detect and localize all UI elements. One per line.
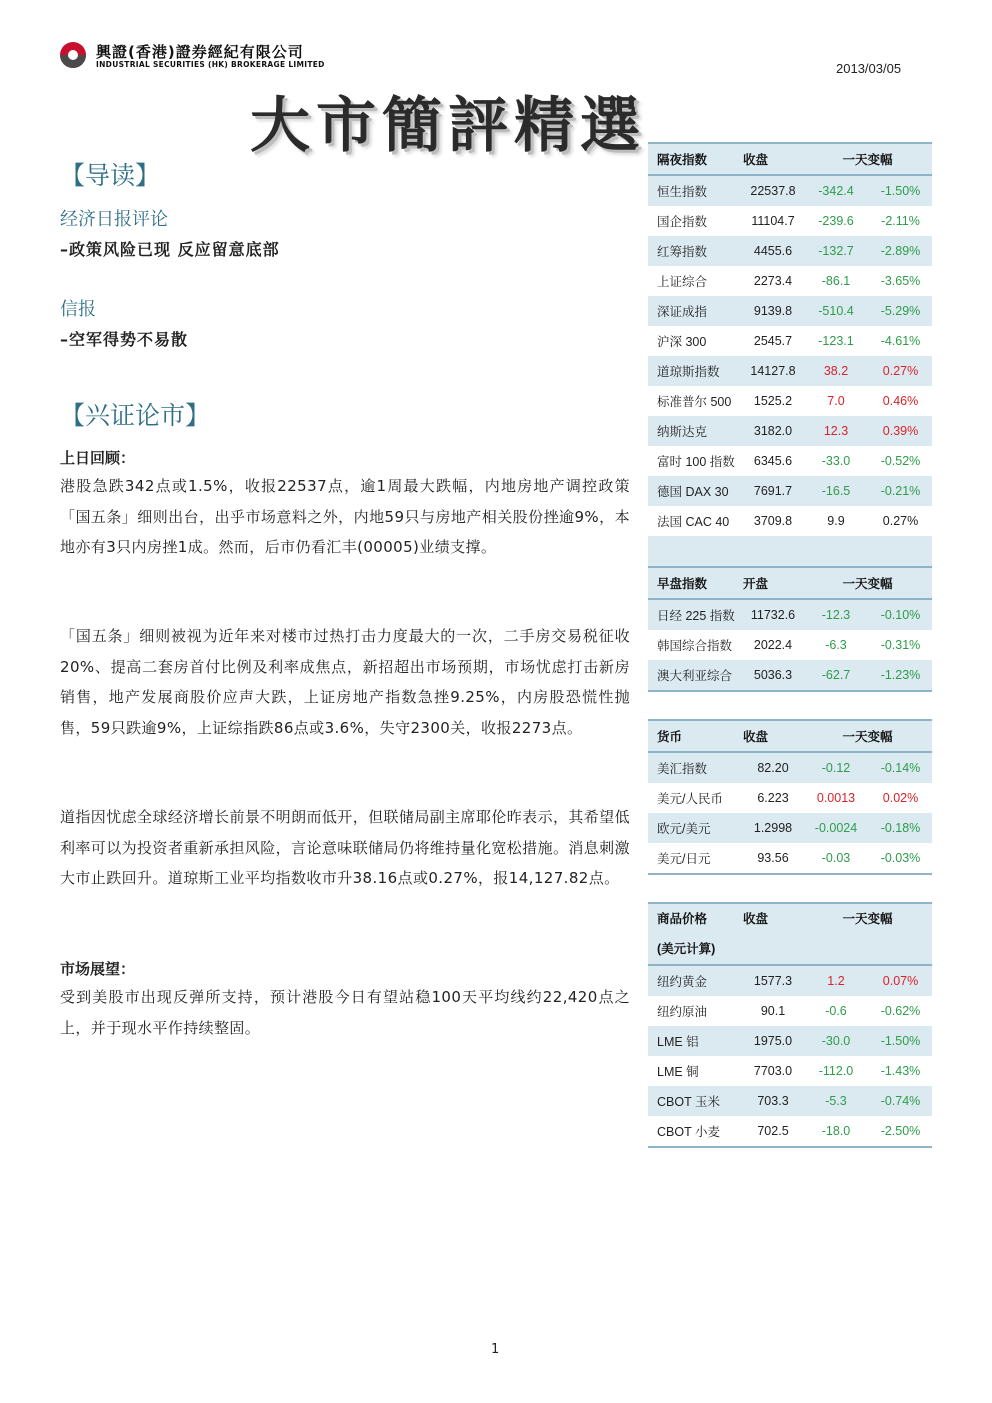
close-cell: 6.223	[757, 791, 789, 805]
pct-change-cell: 0.27%	[882, 364, 919, 378]
change-cell: -123.1	[818, 334, 854, 348]
pct-change-cell: -4.61%	[880, 334, 921, 348]
name-cell: 德国 DAX 30	[657, 485, 729, 499]
table-row	[648, 966, 932, 996]
intro-source-2: 信报	[60, 299, 96, 320]
close-cell: 5036.3	[753, 668, 793, 682]
review-title: 上日回顾：	[60, 449, 136, 467]
table-header	[648, 142, 932, 176]
table-row	[648, 783, 932, 813]
table-spacer-row	[648, 536, 932, 568]
pct-change-cell: 0.39%	[882, 424, 919, 438]
morning-index-table	[648, 566, 932, 692]
pct-change-cell: 0.07%	[882, 974, 919, 988]
currency-table	[648, 719, 932, 875]
table-row	[648, 476, 932, 506]
name-cell: 美元/人民币	[657, 792, 723, 806]
name-cell: 纽约原油	[657, 1005, 708, 1019]
commodity-table	[648, 902, 932, 1148]
pct-change-cell: 0.27%	[882, 514, 919, 528]
table-body	[648, 753, 932, 875]
overnight-index-table	[648, 142, 932, 568]
close-cell: 3182.0	[753, 424, 793, 438]
change-cell: 38.2	[823, 364, 849, 378]
outlook-paragraph: 受到美股市出现反弹所支持，预计港股今日有望站稳100天平均线约22,420点之上，并于现水平作持续整固。	[60, 988, 630, 1037]
table-row	[648, 1086, 932, 1116]
column-header: 早盘指数	[657, 577, 708, 591]
change-cell: -0.03	[821, 851, 851, 865]
close-cell: 702.5	[757, 1124, 789, 1138]
pct-change-cell: 0.46%	[882, 394, 919, 408]
report-date: 2013/03/05	[836, 61, 902, 76]
name-cell: 上证综合	[657, 275, 708, 289]
change-cell: -0.6	[825, 1004, 847, 1018]
name-cell: 日经 225 指数	[657, 609, 735, 623]
change-cell: 0.0013	[816, 791, 856, 805]
logo-chinese-name: 興證(香港)證券經紀有限公司	[96, 43, 304, 61]
intro-headline-1: –政策风险已现 反应留意底部	[60, 240, 280, 259]
column-header: 开盘	[743, 577, 769, 591]
name-cell: 国企指数	[657, 215, 708, 229]
name-cell: 道琼斯指数	[657, 365, 720, 379]
change-cell: 1.2	[827, 974, 845, 988]
pct-change-cell: -0.62%	[880, 1004, 921, 1018]
table-header	[648, 719, 932, 753]
close-cell: 7703.0	[753, 1064, 793, 1078]
table-row	[648, 266, 932, 296]
close-cell: 7691.7	[753, 484, 793, 498]
name-cell: CBOT 小麦	[657, 1125, 720, 1139]
close-cell: 2545.7	[753, 334, 793, 348]
name-cell: 纳斯达克	[657, 425, 708, 439]
table-row	[648, 813, 932, 843]
table-row	[648, 996, 932, 1026]
name-cell: 富时 100 指数	[657, 455, 735, 469]
table-header	[648, 902, 932, 966]
name-cell: LME 铜	[657, 1065, 699, 1079]
name-cell: 红筹指数	[657, 245, 708, 259]
name-cell: 韩国综合指数	[657, 639, 733, 653]
table-row	[648, 843, 932, 875]
change-cell: -0.0024	[814, 821, 858, 835]
pct-change-cell: -0.52%	[880, 454, 921, 468]
table-row	[648, 176, 932, 206]
close-cell: 11732.6	[750, 608, 796, 622]
change-cell: -18.0	[821, 1124, 851, 1138]
table-row	[648, 236, 932, 266]
change-cell: -33.0	[821, 454, 851, 468]
close-cell: 703.3	[757, 1094, 789, 1108]
pct-change-cell: -0.31%	[880, 638, 921, 652]
commentary-heading: 【兴证论市】	[60, 401, 211, 430]
table-row	[648, 660, 932, 692]
pct-change-cell: -2.89%	[880, 244, 921, 258]
table-row	[648, 1026, 932, 1056]
column-header: 一天变幅	[842, 153, 893, 167]
change-cell: -239.6	[818, 214, 854, 228]
intro-headline-2: –空军得势不易散	[60, 330, 189, 349]
change-cell: -86.1	[821, 274, 851, 288]
review-paragraph-3: 道指因忧虑全球经济增长前景不明朗而低开，但联储局副主席耶伦昨表示，其希望低利率可以为投资者重新承担风险，言论意味联储局仍将维持量化宽松措施。消息刺激大市止跌回升。道琼斯工业平均指数收市升38.16点或0.27%，报14,127.82点。	[60, 808, 630, 887]
name-cell: 澳大利亚综合	[657, 669, 733, 683]
table-row	[648, 600, 932, 630]
column-header: 隔夜指数	[657, 153, 708, 167]
name-cell: 美汇指数	[657, 762, 708, 776]
table-row	[648, 1116, 932, 1148]
change-cell: -30.0	[821, 1034, 851, 1048]
column-header: 货币	[657, 730, 683, 744]
pct-change-cell: -0.10%	[880, 608, 921, 622]
pct-change-cell: -0.14%	[880, 761, 921, 775]
close-cell: 6345.6	[753, 454, 793, 468]
name-cell: LME 铝	[657, 1035, 699, 1049]
change-cell: -132.7	[818, 244, 854, 258]
column-header: 收盘	[743, 730, 769, 744]
change-cell: 12.3	[823, 424, 849, 438]
pct-change-cell: -0.03%	[880, 851, 921, 865]
name-cell: 标准普尔 500	[657, 395, 732, 409]
name-cell: 法国 CAC 40	[657, 515, 730, 529]
page-number: 1	[491, 1342, 500, 1357]
name-cell: 欧元/美元	[657, 822, 711, 836]
close-cell: 1577.3	[753, 974, 793, 988]
pct-change-cell: -3.65%	[880, 274, 921, 288]
pct-change-cell: -1.50%	[880, 1034, 921, 1048]
pct-change-cell: -1.43%	[880, 1064, 921, 1078]
column-header-note: (美元计算)	[657, 942, 716, 956]
pct-change-cell: -0.21%	[880, 484, 921, 498]
change-cell: -112.0	[818, 1064, 854, 1078]
change-cell: 9.9	[827, 514, 845, 528]
close-cell: 1525.2	[753, 394, 793, 408]
report-title: 大市簡評精選	[250, 91, 646, 161]
table-row	[648, 326, 932, 356]
logo-emblem-icon	[60, 42, 86, 68]
column-header: 一天变幅	[842, 730, 893, 744]
table-row	[648, 753, 932, 783]
intro-heading: 【导读】	[60, 161, 161, 190]
change-cell: -6.3	[825, 638, 847, 652]
name-cell: 纽约黄金	[657, 975, 708, 989]
change-cell: -342.4	[818, 184, 854, 198]
column-header: 收盘	[743, 912, 769, 926]
table-row	[648, 416, 932, 446]
table-row	[648, 1056, 932, 1086]
close-cell: 90.1	[760, 1004, 786, 1018]
close-cell: 4455.6	[753, 244, 793, 258]
company-logo	[60, 40, 360, 74]
pct-change-cell: -5.29%	[880, 304, 921, 318]
name-cell: 深证成指	[657, 305, 708, 319]
change-cell: -62.7	[821, 668, 851, 682]
table-row	[648, 296, 932, 326]
column-header: 商品价格	[657, 912, 708, 926]
name-cell: 恒生指数	[657, 185, 708, 199]
close-cell: 82.20	[757, 761, 789, 775]
column-header: 一天变幅	[842, 577, 893, 591]
pct-change-cell: -0.74%	[880, 1094, 921, 1108]
change-cell: -0.12	[821, 761, 851, 775]
table-row	[648, 206, 932, 236]
column-header: 收盘	[743, 153, 769, 167]
logo-english-name: INDUSTRIAL SECURITIES (HK) BROKERAGE LIMITED	[96, 60, 325, 69]
close-cell: 14127.8	[750, 364, 796, 378]
change-cell: -5.3	[825, 1094, 847, 1108]
close-cell: 3709.8	[753, 514, 793, 528]
change-cell: -12.3	[821, 608, 851, 622]
table-row	[648, 630, 932, 660]
review-paragraph-1: 港股急跌342点或1.5%，收报22537点，逾1周最大跌幅，内地房地产调控政策「国五条」细则出台，出乎市场意料之外，内地59只与房地产相关股份挫逾9%，本地亦有3只内房挫1成。然而，后市仍看汇丰(00005)业绩支撑。	[60, 477, 630, 556]
close-cell: 93.56	[757, 851, 789, 865]
review-paragraph-2: 「国五条」细则被视为近年来对楼市过热打击力度最大的一次，二手房交易税征收20%、提高二套房首付比例及利率成焦点，新招超出市场预期，市场忧虑打击新房销售，地产发展商股价应声大跌，上证房地产指数急挫9.25%，内房股恐慌性抛售，59只跌逾9%，上证综指跌86点或3.6%，失守2300关，收报2273点。	[60, 627, 630, 737]
pct-change-cell: -2.50%	[880, 1124, 921, 1138]
intro-source-1: 经济日报评论	[60, 209, 168, 230]
outlook-title: 市场展望：	[60, 960, 136, 978]
pct-change-cell: 0.02%	[882, 791, 919, 805]
table-body	[648, 176, 932, 536]
column-header: 一天变幅	[842, 912, 893, 926]
table-body	[648, 966, 932, 1148]
name-cell: 美元/日元	[657, 852, 711, 866]
close-cell: 22537.8	[750, 184, 796, 198]
name-cell: CBOT 玉米	[657, 1095, 720, 1109]
pct-change-cell: -0.18%	[880, 821, 921, 835]
close-cell: 1975.0	[753, 1034, 793, 1048]
pct-change-cell: -1.50%	[880, 184, 921, 198]
table-row	[648, 506, 932, 536]
close-cell: 11104.7	[751, 214, 795, 228]
close-cell: 2022.4	[753, 638, 793, 652]
table-row	[648, 446, 932, 476]
table-header	[648, 566, 932, 600]
change-cell: -16.5	[821, 484, 851, 498]
table-row	[648, 356, 932, 386]
change-cell: 7.0	[827, 394, 845, 408]
close-cell: 9139.8	[753, 304, 793, 318]
close-cell: 1.2998	[753, 821, 793, 835]
close-cell: 2273.4	[753, 274, 793, 288]
pct-change-cell: -2.11%	[881, 214, 920, 228]
pct-change-cell: -1.23%	[880, 668, 921, 682]
table-row	[648, 386, 932, 416]
name-cell: 沪深 300	[657, 335, 707, 349]
change-cell: -510.4	[818, 304, 854, 318]
table-body	[648, 600, 932, 692]
